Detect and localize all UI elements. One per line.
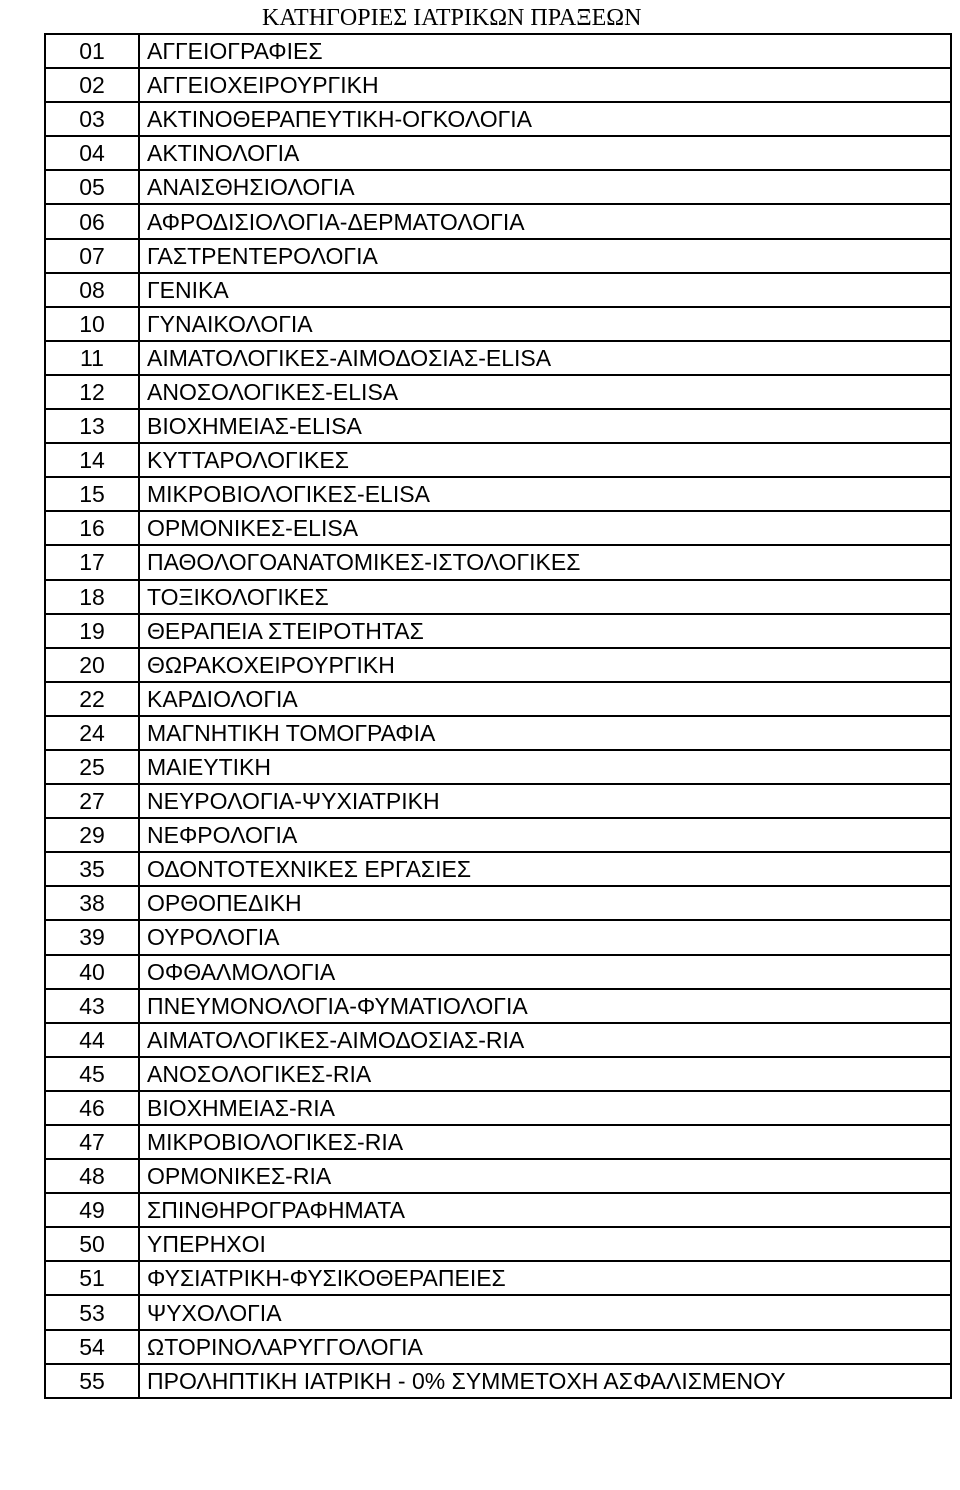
category-code: 49 [45,1193,139,1227]
category-code: 22 [45,682,139,716]
category-name: ΤΟΞΙΚΟΛΟΓΙΚΕΣ [139,580,951,614]
category-code: 38 [45,886,139,920]
category-name: ΑΙΜΑΤΟΛΟΓΙΚΕΣ-ΑΙΜΟΔΟΣΙΑΣ-ELISA [139,341,951,375]
table-row [45,920,951,954]
category-name: ΑΚΤΙΝΟΛΟΓΙΑ [139,136,951,170]
category-name: ΘΩΡΑΚΟΧΕΙΡΟΥΡΓΙΚΗ [139,648,951,682]
table-row [45,1227,951,1261]
table-row [45,1295,951,1329]
table-row [45,1193,951,1227]
table-row [45,886,951,920]
category-code: 55 [45,1364,139,1398]
category-code: 07 [45,239,139,273]
category-code: 15 [45,477,139,511]
category-name: ΨΥΧΟΛΟΓΙΑ [139,1295,951,1329]
table-row [45,1125,951,1159]
table-row [45,1330,951,1364]
table-row [45,409,951,443]
table-row [45,682,951,716]
table-row [45,1057,951,1091]
category-name: ΜΑΓΝΗΤΙΚΗ ΤΟΜΟΓΡΑΦΙΑ [139,716,951,750]
category-code: 16 [45,511,139,545]
category-name: ΠΑΘΟΛΟΓΟΑΝΑΤΟΜΙΚΕΣ-ΙΣΤΟΛΟΓΙΚΕΣ [139,545,951,579]
category-name: ΟΡΜΟΝΙΚΕΣ-RIA [139,1159,951,1193]
category-code: 12 [45,375,139,409]
category-name: ΦΥΣΙΑΤΡΙΚΗ-ΦΥΣΙΚΟΘΕΡΑΠΕΙΕΣ [139,1261,951,1295]
category-code: 19 [45,614,139,648]
category-name: ΝΕΦΡΟΛΟΓΙΑ [139,818,951,852]
category-name: ΑΝΟΣΟΛΟΓΙΚΕΣ-ELISA [139,375,951,409]
category-name: ΟΡΜΟΝΙΚΕΣ-ELISA [139,511,951,545]
table-row [45,750,951,784]
table-row [45,443,951,477]
table-row [45,784,951,818]
category-code: 29 [45,818,139,852]
table-row [45,1091,951,1125]
category-name: ΓΥΝΑΙΚΟΛΟΓΙΑ [139,307,951,341]
category-code: 47 [45,1125,139,1159]
table-row [45,1023,951,1057]
category-code: 02 [45,68,139,102]
table-row [45,136,951,170]
category-name: ΑΙΜΑΤΟΛΟΓΙΚΕΣ-ΑΙΜΟΔΟΣΙΑΣ-RIA [139,1023,951,1057]
category-code: 06 [45,204,139,238]
category-name: ΣΠΙΝΘΗΡΟΓΡΑΦΗΜΑΤΑ [139,1193,951,1227]
categories-table [44,33,952,1399]
category-code: 39 [45,920,139,954]
table-row [45,341,951,375]
category-code: 40 [45,955,139,989]
category-name: ΑΝΟΣΟΛΟΓΙΚΕΣ-RIA [139,1057,951,1091]
category-name: ΠΝΕΥΜΟΝΟΛΟΓΙΑ-ΦΥΜΑΤΙΟΛΟΓΙΑ [139,989,951,1023]
table-row [45,68,951,102]
category-code: 05 [45,170,139,204]
category-name: ΟΔΟΝΤΟΤΕΧΝΙΚΕΣ ΕΡΓΑΣΙΕΣ [139,852,951,886]
category-name: ΟΦΘΑΛΜΟΛΟΓΙΑ [139,955,951,989]
category-code: 10 [45,307,139,341]
category-code: 20 [45,648,139,682]
category-code: 48 [45,1159,139,1193]
table-row [45,545,951,579]
table-row [45,511,951,545]
category-name: ΜΙΚΡΟΒΙΟΛΟΓΙΚΕΣ-RIA [139,1125,951,1159]
category-name: ΘΕΡΑΠΕΙΑ ΣΤΕΙΡΟΤΗΤΑΣ [139,614,951,648]
table-row [45,614,951,648]
category-code: 24 [45,716,139,750]
category-code: 44 [45,1023,139,1057]
category-name: ΒΙΟΧΗΜΕΙΑΣ-RIA [139,1091,951,1125]
category-code: 17 [45,545,139,579]
table-row [45,648,951,682]
category-name: ΜΑΙΕΥΤΙΚΗ [139,750,951,784]
category-code: 14 [45,443,139,477]
table-row [45,1364,951,1398]
table-row [45,852,951,886]
category-code: 01 [45,34,139,68]
category-name: ΟΡΘΟΠΕΔΙΚΗ [139,886,951,920]
category-code: 51 [45,1261,139,1295]
table-row [45,989,951,1023]
table-row [45,477,951,511]
table-row [45,716,951,750]
category-code: 50 [45,1227,139,1261]
table-row [45,34,951,68]
category-name: ΓΑΣΤΡΕΝΤΕΡΟΛΟΓΙΑ [139,239,951,273]
category-code: 35 [45,852,139,886]
category-code: 27 [45,784,139,818]
category-code: 53 [45,1295,139,1329]
category-name: ΓΕΝΙΚΑ [139,273,951,307]
category-code: 46 [45,1091,139,1125]
category-name: ΑΚΤΙΝΟΘΕΡΑΠΕΥΤΙΚΗ-ΟΓΚΟΛΟΓΙΑ [139,102,951,136]
table-row [45,818,951,852]
category-name: ΑΦΡΟΔΙΣΙΟΛΟΓΙΑ-ΔΕΡΜΑΤΟΛΟΓΙΑ [139,204,951,238]
table-row [45,1261,951,1295]
category-code: 18 [45,580,139,614]
table-row [45,955,951,989]
category-name: ΩΤΟΡΙΝΟΛΑΡΥΓΓΟΛΟΓΙΑ [139,1330,951,1364]
category-name: ΠΡΟΛΗΠΤΙΚΗ ΙΑΤΡΙΚΗ - 0% ΣΥΜΜΕΤΟΧΗ ΑΣΦΑΛΙΣΜΕΝΟΥ [139,1364,951,1398]
category-name: ΑΝΑΙΣΘΗΣΙΟΛΟΓΙΑ [139,170,951,204]
table-row [45,170,951,204]
table-row [45,273,951,307]
table-row [45,204,951,238]
category-name: ΜΙΚΡΟΒΙΟΛΟΓΙΚΕΣ-ELISA [139,477,951,511]
table-row [45,375,951,409]
category-name: ΚΑΡΔΙΟΛΟΓΙΑ [139,682,951,716]
category-code: 45 [45,1057,139,1091]
category-code: 04 [45,136,139,170]
table-row [45,580,951,614]
category-name: ΑΓΓΕΙΟΓΡΑΦΙΕΣ [139,34,951,68]
category-code: 13 [45,409,139,443]
table-row [45,307,951,341]
category-code: 43 [45,989,139,1023]
category-name: ΟΥΡΟΛΟΓΙΑ [139,920,951,954]
category-code: 08 [45,273,139,307]
category-code: 54 [45,1330,139,1364]
category-code: 25 [45,750,139,784]
category-code: 03 [45,102,139,136]
category-name: ΝΕΥΡΟΛΟΓΙΑ-ΨΥΧΙΑΤΡΙΚΗ [139,784,951,818]
category-name: ΒΙΟΧΗΜΕΙΑΣ-ELISA [139,409,951,443]
category-name: ΥΠΕΡΗΧΟΙ [139,1227,951,1261]
table-row [45,239,951,273]
categories-table-body [45,34,951,1398]
table-row [45,1159,951,1193]
category-code: 11 [45,341,139,375]
category-name: ΑΓΓΕΙΟΧΕΙΡΟΥΡΓΙΚΗ [139,68,951,102]
category-name: ΚΥΤΤΑΡΟΛΟΓΙΚΕΣ [139,443,951,477]
table-row [45,102,951,136]
document-title: ΚΑΤΗΓΟΡΙΕΣ ΙΑΤΡΙΚΩΝ ΠΡΑΞΕΩΝ [262,5,642,31]
